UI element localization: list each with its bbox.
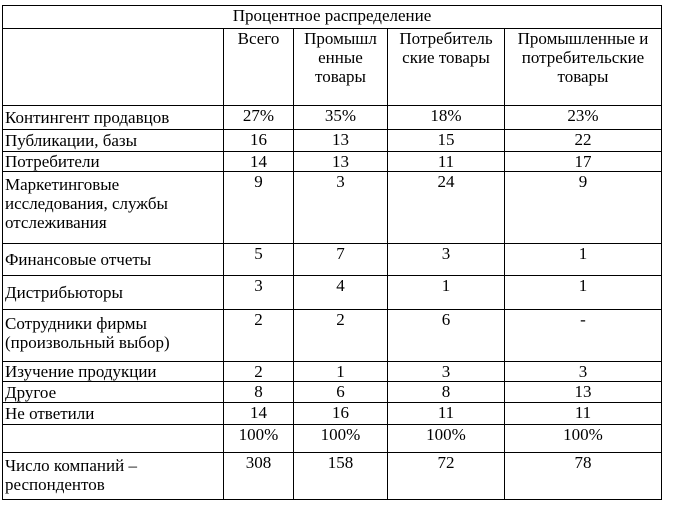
table-row xyxy=(3,276,662,310)
cell-industrial: 6 xyxy=(294,382,388,403)
cell-consumer: 11 xyxy=(388,152,505,172)
cell-consumer: 72 xyxy=(388,453,505,500)
row-label: Другое xyxy=(3,382,224,403)
table-row xyxy=(3,244,662,276)
table-row xyxy=(3,172,662,244)
row-label: Контингент продавцов xyxy=(3,106,224,130)
cell-total: 2 xyxy=(224,310,294,362)
cell-consumer: 6 xyxy=(388,310,505,362)
header-total: Всего xyxy=(224,29,294,106)
cell-both: 9 xyxy=(505,172,662,244)
cell-both: 3 xyxy=(505,362,662,382)
cell-both: 17 xyxy=(505,152,662,172)
cell-total: 5 xyxy=(224,244,294,276)
cell-industrial: 3 xyxy=(294,172,388,244)
cell-industrial: 1 xyxy=(294,362,388,382)
cell-industrial: 4 xyxy=(294,276,388,310)
cell-industrial: 7 xyxy=(294,244,388,276)
cell-total: 308 xyxy=(224,453,294,500)
cell-consumer: 24 xyxy=(388,172,505,244)
cell-total: 27% xyxy=(224,106,294,130)
row-label: Сотрудники фирмы (произвольный выбор) xyxy=(3,310,224,362)
table-caption: Процентное распределение xyxy=(3,6,662,29)
cell-industrial: 100% xyxy=(294,425,388,453)
table-row xyxy=(3,310,662,362)
cell-industrial: 158 xyxy=(294,453,388,500)
table-row xyxy=(3,382,662,403)
cell-consumer: 11 xyxy=(388,403,505,425)
distribution-table xyxy=(2,5,662,500)
cell-consumer: 3 xyxy=(388,244,505,276)
cell-total: 16 xyxy=(224,130,294,152)
cell-industrial: 35% xyxy=(294,106,388,130)
header-industrial: Промышл енные товары xyxy=(294,29,388,106)
header-consumer: Потребитель ские товары xyxy=(388,29,505,106)
cell-both: 11 xyxy=(505,403,662,425)
cell-both: 22 xyxy=(505,130,662,152)
row-label: Не ответили xyxy=(3,403,224,425)
header-both: Промышленные и потребительские товары xyxy=(505,29,662,106)
cell-consumer: 15 xyxy=(388,130,505,152)
table-row xyxy=(3,453,662,500)
cell-total: 14 xyxy=(224,403,294,425)
cell-both: - xyxy=(505,310,662,362)
cell-total: 2 xyxy=(224,362,294,382)
table-row xyxy=(3,362,662,382)
table-row xyxy=(3,106,662,130)
table-row xyxy=(3,425,662,453)
row-label: Дистрибьюторы xyxy=(3,276,224,310)
cell-consumer: 100% xyxy=(388,425,505,453)
row-label: Публикации, базы xyxy=(3,130,224,152)
table-row xyxy=(3,152,662,172)
cell-industrial: 16 xyxy=(294,403,388,425)
cell-both: 1 xyxy=(505,276,662,310)
caption-row xyxy=(3,6,662,29)
cell-both: 23% xyxy=(505,106,662,130)
row-label-empty xyxy=(3,425,224,453)
row-label: Потребители xyxy=(3,152,224,172)
row-label: Изучение продукции xyxy=(3,362,224,382)
header-empty-cell xyxy=(3,29,224,106)
cell-consumer: 1 xyxy=(388,276,505,310)
cell-total: 100% xyxy=(224,425,294,453)
table-row xyxy=(3,130,662,152)
cell-consumer: 3 xyxy=(388,362,505,382)
row-label: Маркетинговые исследования, службы отслеживания xyxy=(3,172,224,244)
cell-total: 8 xyxy=(224,382,294,403)
cell-consumer: 8 xyxy=(388,382,505,403)
cell-consumer: 18% xyxy=(388,106,505,130)
table-row xyxy=(3,403,662,425)
cell-total: 3 xyxy=(224,276,294,310)
cell-both: 1 xyxy=(505,244,662,276)
cell-total: 14 xyxy=(224,152,294,172)
cell-both: 100% xyxy=(505,425,662,453)
row-label: Число компаний – респондентов xyxy=(3,453,224,500)
cell-total: 9 xyxy=(224,172,294,244)
cell-industrial: 2 xyxy=(294,310,388,362)
cell-both: 78 xyxy=(505,453,662,500)
row-label: Финансовые отчеты xyxy=(3,244,224,276)
cell-industrial: 13 xyxy=(294,130,388,152)
cell-both: 13 xyxy=(505,382,662,403)
cell-industrial: 13 xyxy=(294,152,388,172)
header-row xyxy=(3,29,662,106)
